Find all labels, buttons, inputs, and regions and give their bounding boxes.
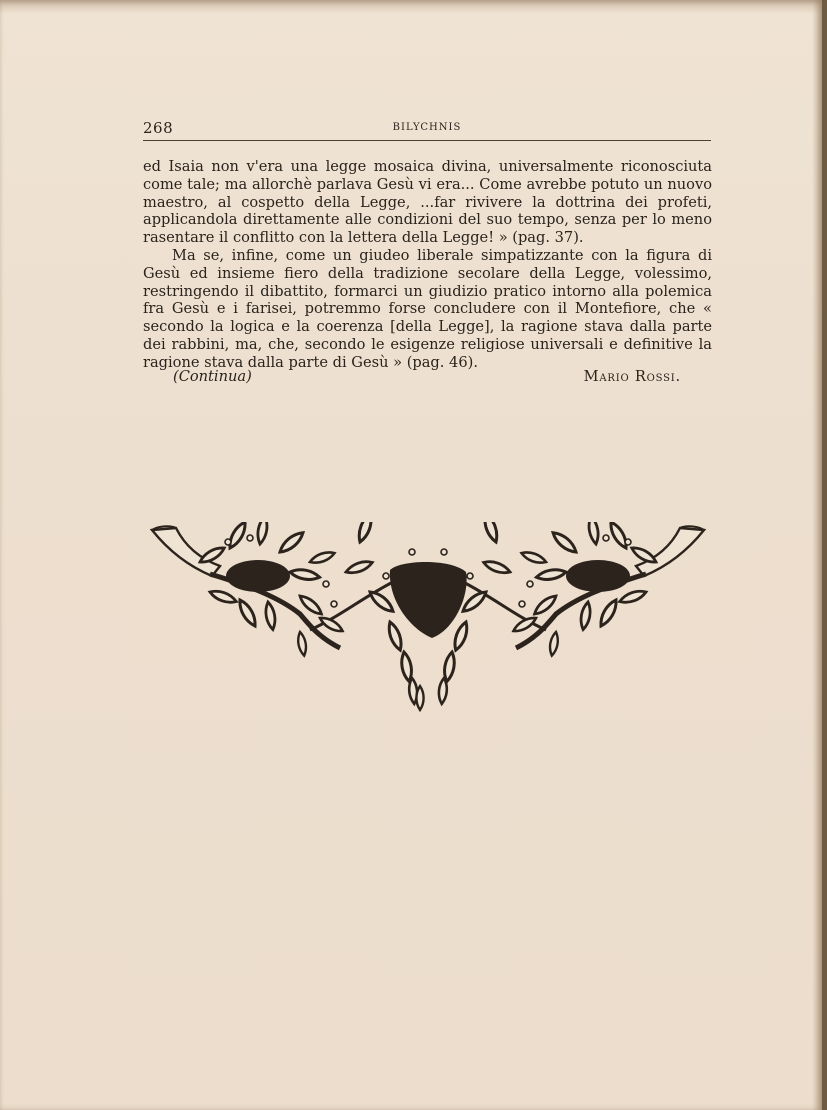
author-signature: Mario Rossi. [583, 368, 681, 385]
running-head [143, 118, 711, 141]
journal-title: BILYCHNIS [392, 122, 462, 133]
paragraph-1: ed Isaia non v'era una legge mosaica divina, universalmente riconosciuta come tale; ma allorchè parlava Gesù vi era... Come avrebbe potuto un nuovo maestro, al cospetto della Legge, ...far rivivere la dottrina dei profeti, applicandola direttamente alle condizioni del suo tempo, senza per lo meno rasentare il conflitto con la lettera della Legge! » (pag. 37). [143, 158, 712, 247]
top-edge-stain [0, 0, 822, 14]
paragraph-2: Ma se, infine, come un giudeo liberale simpatizzante con la figura di Gesù ed insieme fiero della tradizione secolare della Legge, volessimo, restringendo il dibattito, formarci un giudizio pratico intorno alla polemica fra Gesù e i farisei, potremmo forse concludere con il Montefiore, che « secondo la logica e la coerenza [della Legge], la ragione stava dalla parte dei rabbini, ma, che, secondo le esigenze religiose universali e definitive la ragione stava dalla parte di Gesù » (pag. 46). [143, 246, 712, 371]
continua-note: (Continua) [173, 368, 252, 385]
page-right-edge [812, 0, 822, 1110]
article-signoff [143, 368, 712, 388]
page-number: 268 [143, 119, 174, 137]
laurel-ornament-icon [150, 522, 706, 722]
body-text [143, 158, 712, 372]
